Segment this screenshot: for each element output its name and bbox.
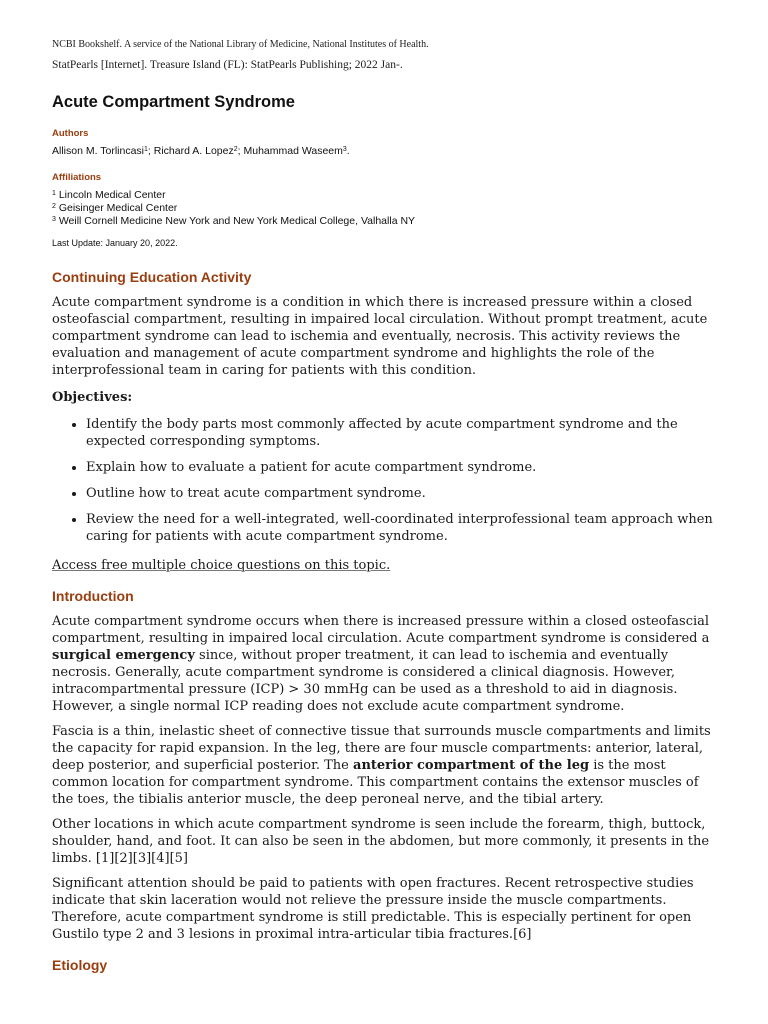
page-title: Acute Compartment Syndrome xyxy=(52,93,295,111)
author-sup: 2 xyxy=(233,146,238,153)
citation-link[interactable]: [5] xyxy=(169,851,189,866)
objective-item: • Explain how to evaluate a patient for acute compartment syndrome. xyxy=(86,459,716,476)
ce-activity-heading: Continuing Education Activity xyxy=(52,269,252,285)
author-sup: 1 xyxy=(144,146,148,153)
intro-p3-text: Other locations in which acute compartment syndrome is seen include the forearm, thigh, buttock, shoulder, hand, and foot. It can also be seen in the abdomen, but more commonly, it presents in the limbs. xyxy=(52,817,710,866)
intro-paragraph-4 xyxy=(52,875,716,943)
introduction-heading: Introduction xyxy=(52,588,134,604)
authors-section xyxy=(52,128,716,158)
author-sep: ; xyxy=(147,145,154,157)
intro-p2-text-a: Fascia is a thin, inelastic sheet of connective tissue that surrounds muscle compartments and limits the capacity for rapid expansion. In the leg, there are four muscle compartments: anterior, lateral, deep posterior, and superficial posterior. The xyxy=(52,724,711,773)
authors-list xyxy=(52,145,716,158)
affiliation-name: Weill Cornell Medicine New York and New York Medical College, Valhalla NY xyxy=(58,215,416,227)
objective-item: • Outline how to treat acute compartment syndrome. xyxy=(86,485,716,502)
affiliations-section xyxy=(52,172,716,228)
intro-paragraph-1 xyxy=(52,613,716,715)
authors-label: Authors xyxy=(52,128,89,139)
objectives-list xyxy=(52,416,716,545)
source-line: StatPearls [Internet]. Treasure Island (FL): StatPearls Publishing; 2022 Jan-. xyxy=(52,59,403,71)
objectives-heading: Objectives: xyxy=(52,390,133,405)
ce-activity-paragraph: Acute compartment syndrome is a condition in which there is increased pressure within a closed osteofascial compartment, resulting in impaired local circulation. Without prompt treatment, acute compartment syndrome can lead to ischemia and eventually, necrosis. This activity reviews the evaluation and management of acute compartment syndrome and highlights the role of the interprofessional team in caring for patients with this condition. xyxy=(52,295,708,378)
intro-p1-text-b: since, without proper treatment, it can lead to ischemia and eventually necrosis. Generally, acute compartment syndrome is considered a clinical diagnosis. However, intracompartmental pressure (ICP) > 30 mmHg can be used as a threshold to aid in diagnosis. However, a single normal ICP reading does not exclude acute compartment syndrome. xyxy=(52,648,678,714)
affiliation-name: Geisinger Medical Center xyxy=(58,202,178,214)
citation-link[interactable]: [1] xyxy=(95,851,115,866)
citation-link[interactable]: [4] xyxy=(151,851,170,866)
intro-paragraph-2 xyxy=(52,723,716,808)
objective-item: • Identify the body parts most commonly affected by acute compartment syndrome and the expected corresponding symptoms. xyxy=(86,416,716,450)
affiliation-item xyxy=(52,215,716,228)
citation-link[interactable]: [6] xyxy=(513,927,532,942)
affiliation-sup: 3 xyxy=(52,216,56,223)
affiliations-label: Affiliations xyxy=(52,172,102,183)
access-questions-link[interactable]: Access free multiple choice questions on this topic. xyxy=(52,558,391,573)
author-link[interactable]: Richard A. Lopez xyxy=(153,145,234,157)
intro-p1-bold: surgical emergency xyxy=(52,648,195,663)
author-sep: . xyxy=(346,145,350,157)
intro-p2-text-b: is the most common location for compartment syndrome. This compartment contains the extensor muscles of the toes, the tibialis anterior muscle, the deep peroneal nerve, and the tibial artery. xyxy=(52,758,699,807)
affiliation-item xyxy=(52,202,716,215)
author-link[interactable]: Allison M. Torlincasi xyxy=(52,145,145,157)
intro-p1-text-a: Acute compartment syndrome occurs when there is increased pressure within a closed osteofascial compartment, resulting in impaired local circulation. Acute compartment syndrome is considered a xyxy=(52,614,710,646)
etiology-heading: Etiology xyxy=(52,957,108,973)
affiliation-sup: 2 xyxy=(52,203,56,210)
intro-p4-text: Significant attention should be paid to patients with open fractures. Recent retrospective studies indicate that skin laceration would not relieve the pressure inside the muscle compartments. Therefore, acute compartment syndrome is still predictable. This is especially pertinent for open Gustilo type 2 and 3 lesions in proximal intra-articular tibia fractures. xyxy=(52,876,694,942)
author-sep: ; xyxy=(237,145,244,157)
citation-link[interactable]: [3] xyxy=(132,851,152,866)
citation-link[interactable]: [2] xyxy=(114,851,133,866)
author-link[interactable]: Muhammad Waseem xyxy=(243,145,343,157)
author-sup: 3 xyxy=(342,146,347,153)
intro-p2-bold: anterior compartment of the leg xyxy=(353,758,590,773)
affiliation-name: Lincoln Medical Center xyxy=(58,189,166,201)
affiliation-item xyxy=(52,189,716,202)
bookshelf-line: NCBI Bookshelf. A service of the National Library of Medicine, National Institutes of Health. xyxy=(52,39,429,50)
intro-paragraph-3 xyxy=(52,816,716,867)
affiliation-sup: 1 xyxy=(52,190,56,197)
last-update: Last Update: January 20, 2022. xyxy=(52,238,178,248)
objective-item: • Review the need for a well-integrated, well-coordinated interprofessional team approach when caring for patients with acute compartment syndrome. xyxy=(86,511,716,545)
